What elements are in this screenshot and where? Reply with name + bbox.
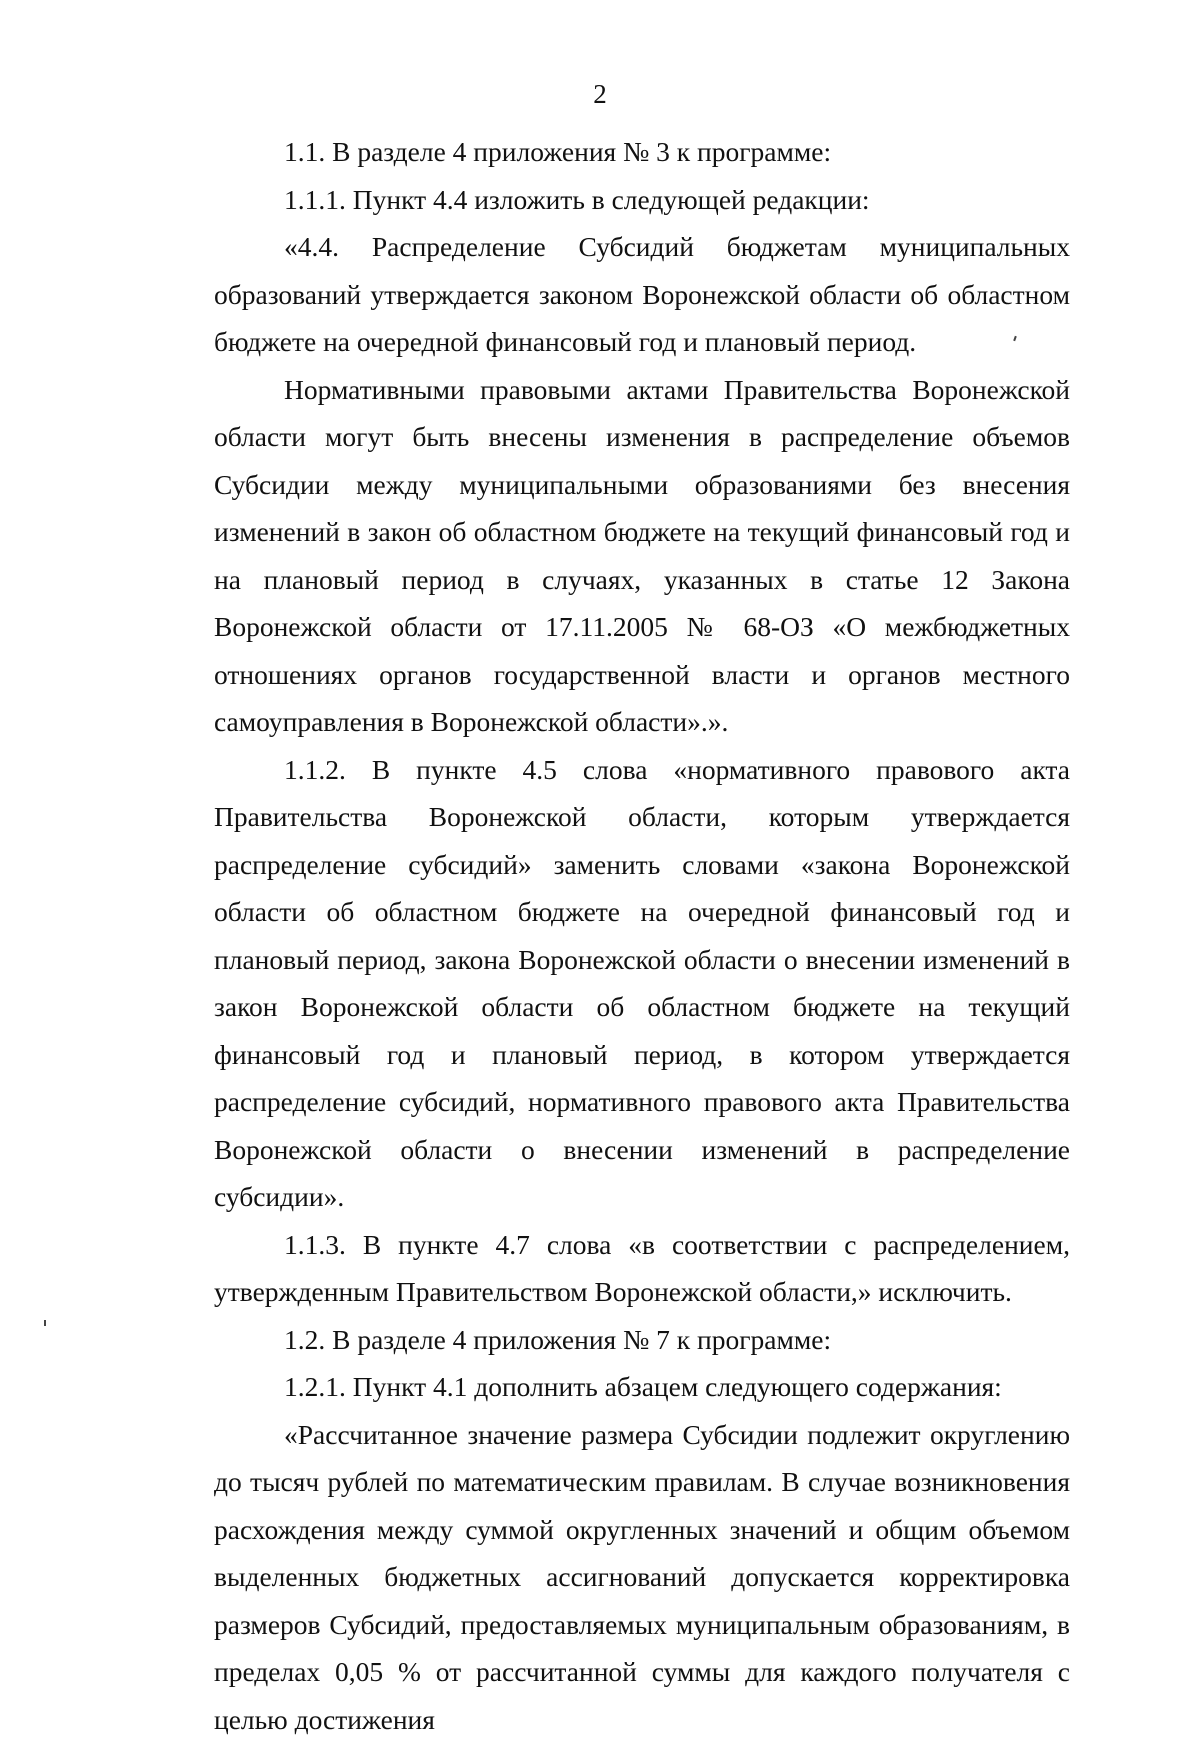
paragraph-quote-4-4: «4.4. Распределение Субсидий бюджетам муниципальных образований утверждается законом Воронежской области об областном бюджете на очередной финансовый год и плановый период. [214,223,1070,366]
paragraph-section-1-1: 1.1. В разделе 4 приложения № 3 к программе: [214,128,1070,176]
paragraph-quote-rounding: «Рассчитанное значение размера Субсидии подлежит округлению до тысяч рублей по математическим правилам. В случае возникновения расхождения между суммой округленных значений и общим объемом выделенных бюджетных ассигнований допускается корректировка размеров Субсидий, предоставляемых муниципальным образованиям, в пределах 0,05 % от рассчитанной суммы для каждого получателя с целью достижения [214,1411,1070,1743]
document-body [214,128,1070,1743]
page-number: 2 [0,78,1200,110]
scan-speck [44,1320,46,1326]
paragraph-section-1-2: 1.2. В разделе 4 приложения № 7 к программе: [214,1316,1070,1364]
paragraph-item-1-1-1: 1.1.1. Пункт 4.4 изложить в следующей редакции: [214,176,1070,224]
paragraph-item-1-1-3: 1.1.3. В пункте 4.7 слова «в соответствии с распределением, утвержденным Правительством Воронежской области,» исключить. [214,1221,1070,1316]
paragraph-item-1-1-2: 1.1.2. В пункте 4.5 слова «нормативного правового акта Правительства Воронежской области, которым утверждается распределение субсидий» заменить словами «закона Воронежской области об областном бюджете на очередной финансовый год и плановый период, закона Воронежской области о внесении изменений в закон Воронежской области об областном бюджете на текущий финансовый год и плановый период, в котором утверждается распределение субсидий, нормативного правового акта Правительства Воронежской области о внесении изменений в распределение субсидии». [214,746,1070,1221]
paragraph-item-1-2-1: 1.2.1. Пункт 4.1 дополнить абзацем следующего содержания: [214,1363,1070,1411]
paragraph-normative-acts: Нормативными правовыми актами Правительства Воронежской области могут быть внесены изменения в распределение объемов Субсидии между муниципальными образованиями без внесения изменений в закон об областном бюджете на текущий финансовый год и на плановый период в случаях, указанных в статье 12 Закона Воронежской области от 17.11.2005 № 68-ОЗ «О межбюджетных отношениях органов государственной власти и органов местного самоуправления в Воронежской области».». [214,366,1070,746]
